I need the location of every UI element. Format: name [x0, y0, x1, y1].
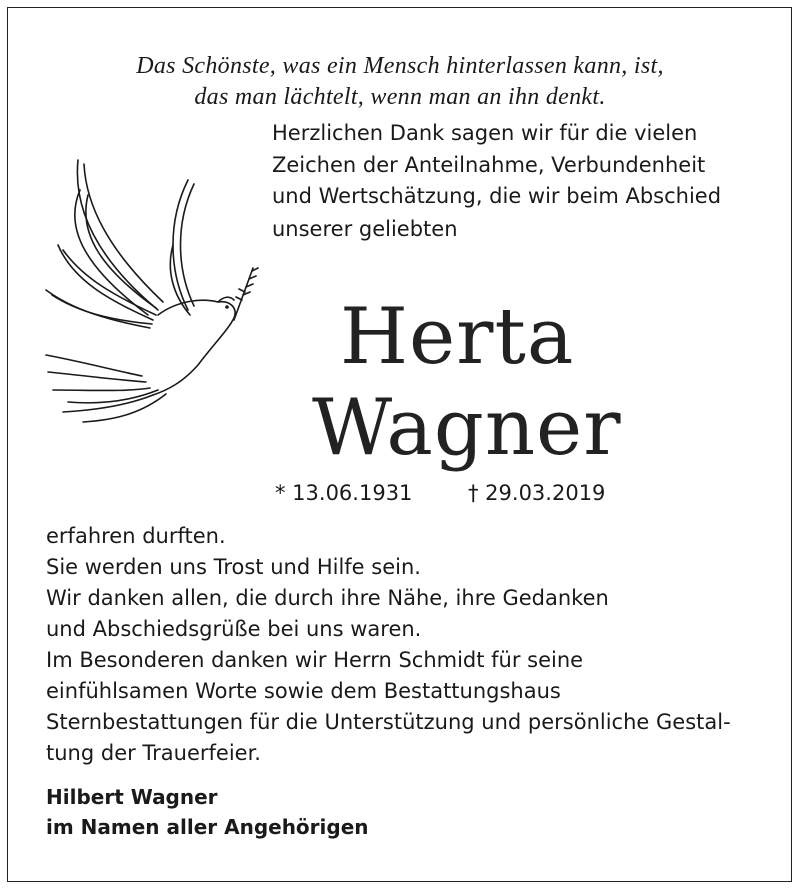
thanks-line-4: unserer geliebten: [272, 217, 458, 241]
deceased-first-name: Herta: [340, 292, 575, 382]
thanks-line-1: Herzlichen Dank sagen wir für die vielen: [272, 121, 698, 145]
signature-name: Hilbert Wagner: [46, 785, 218, 809]
body-line-4: und Abschiedsgrüße bei uns waren.: [46, 617, 422, 641]
thanks-line-2: Zeichen der Anteilnahme, Verbundenheit: [272, 153, 706, 177]
dove-icon: [38, 150, 263, 425]
quote-line-1: Das Schönste, was ein Mensch hinterlassen kann, ist,: [136, 53, 664, 79]
quote-line-2: das man lächtelt, wenn man an ihn denkt.: [194, 84, 606, 110]
deceased-last-name: Wagner: [312, 383, 622, 473]
birth-date: * 13.06.1931: [275, 481, 413, 505]
body-line-8: tung der Trauerfeier.: [46, 741, 261, 765]
thanks-line-3: und Wertschätzung, die wir beim Abschied: [272, 184, 722, 208]
death-date: † 29.03.2019: [468, 481, 606, 505]
body-line-2: Sie werden uns Trost und Hilfe sein.: [46, 555, 421, 579]
body-line-5: Im Besonderen danken wir Herrn Schmidt für seine: [46, 648, 584, 672]
body-line-6: einfühlsamen Worte sowie dem Bestattungshaus: [46, 679, 561, 703]
signature-note: im Namen aller Angehörigen: [46, 815, 369, 839]
body-line-7: Sternbestattungen für die Unterstützung und persönliche Gestal-: [46, 710, 731, 734]
body-line-3: Wir danken allen, die durch ihre Nähe, ihre Gedanken: [46, 586, 609, 610]
body-line-1: erfahren durften.: [46, 524, 226, 548]
